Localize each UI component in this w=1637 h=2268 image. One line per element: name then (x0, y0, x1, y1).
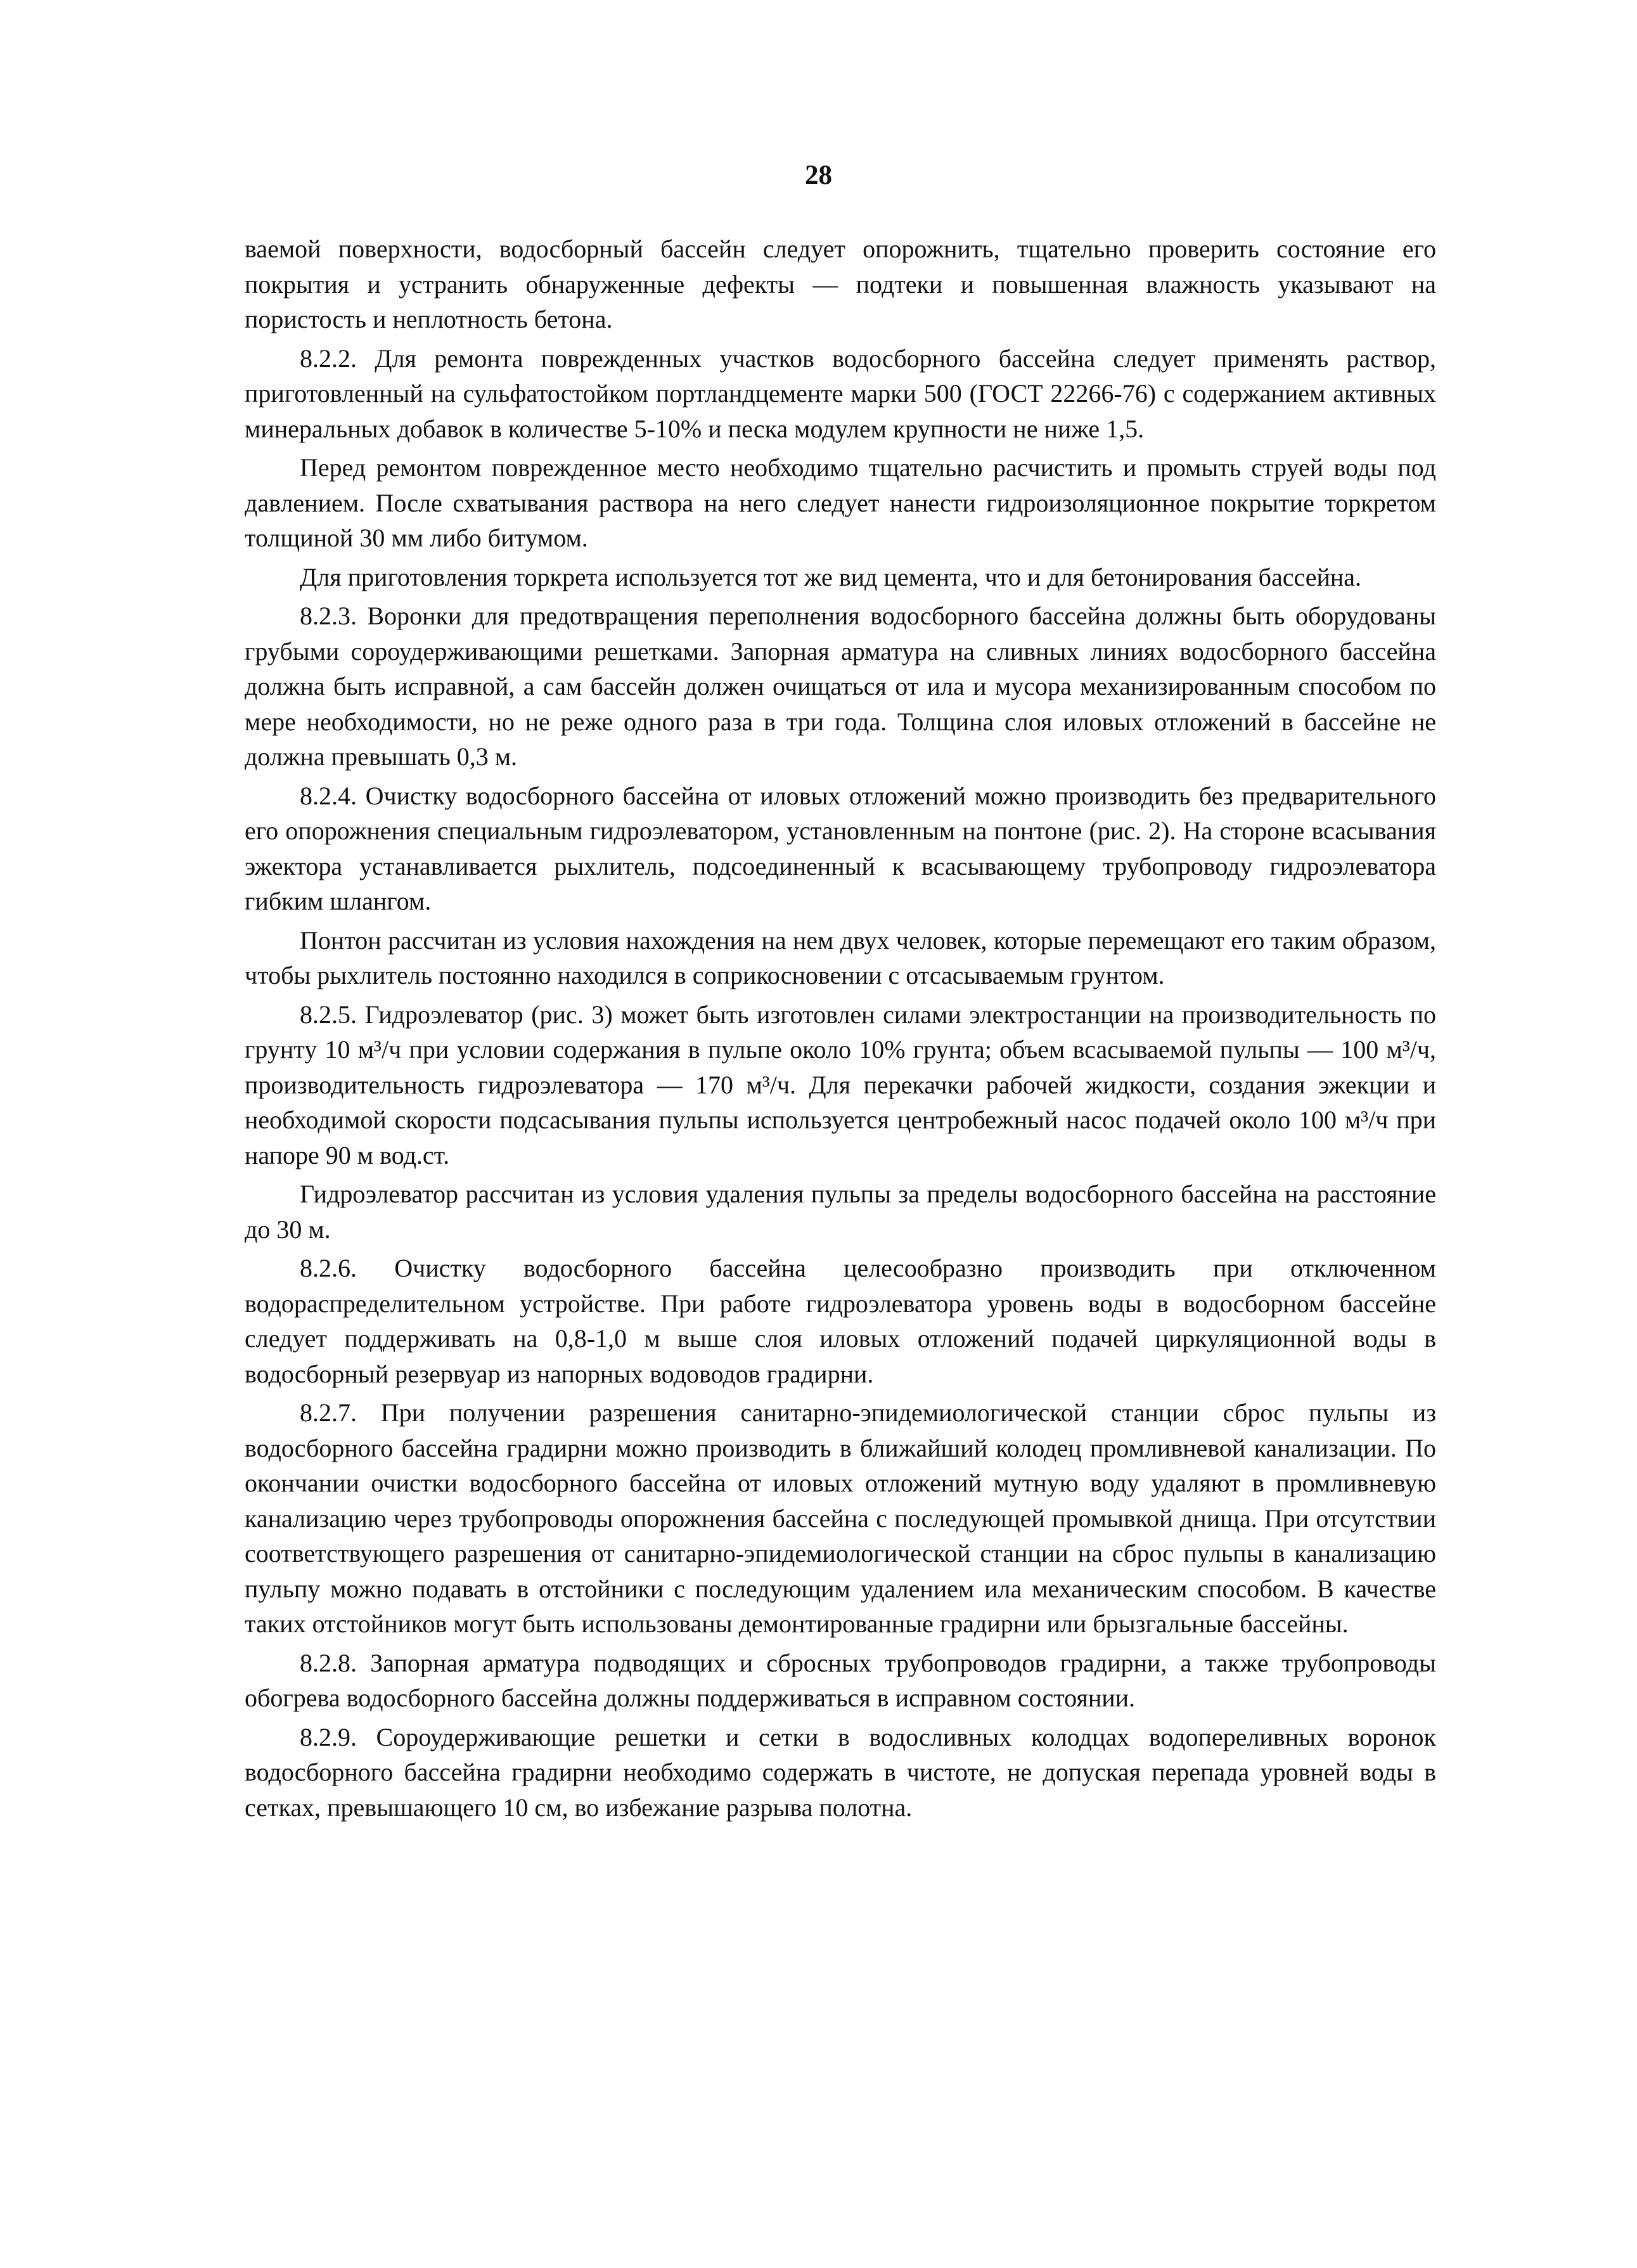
page-number: 28 (805, 160, 832, 190)
body-text (245, 231, 1436, 1829)
paragraph-8-2-7: 8.2.7. При получении разрешения санитарно-эпидемиологической станции сброс пульпы из водосборного бассейна градирни можно производить в ближайший колодец промливневой канализации. По окончании очистки водосборного бассейна от иловых отложений мутную воду удаляют в промливневую канализацию через трубопроводы опорожнения бассейна с последующей промывкой днища. При отсутствии соответствующего разрешения от санитарно-эпидемиологической станции на сброс пульпы в канализацию пульпу можно подавать в отстойники с последующим удалением ила механическим способом. В качестве таких отстойников могут быть использованы демонтированные градирни или брызгальные бассейны. (245, 1398, 1436, 1638)
paragraph-8-2-3: 8.2.3. Воронки для предотвращения переполнения водосборного бассейна должны быть оборудованы грубыми сороудерживающими решетками. Запорная арматура на сливных линиях водосборного бассейна должна быть исправной, а сам бассейн должен очищаться от ила и мусора механизированным способом по мере необходимости, но не реже одного раза в три года. Толщина слоя иловых отложений в бассейне не должна превышать 0,3 м. (245, 602, 1436, 771)
paragraph-hydroelevator-distance: Гидроэлеватор рассчитан из условия удаления пульпы за пределы водосборного бассейна на расстояние до 30 м. (245, 1180, 1436, 1244)
paragraph-repair-procedure: Перед ремонтом поврежденное место необходимо тщательно расчистить и промыть струей воды под давлением. После схватывания раствора на него следует нанести гидроизоляционное покрытие торкретом толщиной 30 мм либо битумом. (245, 453, 1436, 552)
paragraph-8-2-5: 8.2.5. Гидроэлеватор (рис. 3) может быть изготовлен силами электростанции на производительность по грунту 10 м³/ч при условии содержания в пульпе около 10% грунта; объем всасываемой пульпы — 100 м³/ч, производительность гидроэлеватора — 170 м³/ч. Для перекачки рабочей жидкости, создания эжекции и необходимой скорости подсасывания пульпы используется центробежный насос подачей около 100 м³/ч при напоре 90 м вод.ст. (245, 1000, 1436, 1169)
paragraph-torcrete-cement: Для приготовления торкрета используется тот же вид цемента, что и для бетонирования бассейна. (300, 562, 1362, 591)
paragraph-continuation: ваемой поверхности, водосборный бассейн следует опорожнить, тщательно проверить состояние его покрытия и устранить обнаруженные дефекты — подтеки и повышенная влажность указывают на пористость и неплотность бетона. (245, 235, 1436, 333)
paragraph-8-2-8: 8.2.8. Запорная арматура подводящих и сбросных трубопроводов градирни, а также трубопроводы обогрева водосборного бассейна должны поддерживаться в исправном состоянии. (245, 1648, 1436, 1712)
paragraph-8-2-9: 8.2.9. Сороудерживающие решетки и сетки в водосливных колодцах водопереливных воронок водосборного бассейна градирни необходимо содержать в чистоте, не допуская перепада уровней воды в сетках, превышающего 10 см, во избежание разрыва полотна. (245, 1722, 1436, 1822)
paragraph-8-2-2: 8.2.2. Для ремонта поврежденных участков водосборного бассейна следует применять раствор, приготовленный на сульфатостойком портландцементе марки 500 (ГОСТ 22266-76) с содержанием активных минеральных добавок в количестве 5-10% и песка модулем крупности не ниже 1,5. (245, 344, 1436, 443)
paragraph-8-2-4: 8.2.4. Очистку водосборного бассейна от иловых отложений можно производить без предварительного его опорожнения специальным гидроэлеватором, установленным на понтоне (рис. 2). На стороне всасывания эжектора устанавливается рыхлитель, подсоединенный к всасывающему трубопроводу гидроэлеватора гибким шлангом. (245, 781, 1436, 915)
paragraph-8-2-6: 8.2.6. Очистку водосборного бассейна целесообразно производить при отключенном водораспределительном устройстве. При работе гидроэлеватора уровень воды в водосборном бассейне следует поддерживать на 0,8-1,0 м выше слоя иловых отложений подачей циркуляционной воды в водосборный резервуар из напорных водоводов градирни. (245, 1254, 1436, 1388)
paragraph-pontoon: Понтон рассчитан из условия нахождения на нем двух человек, которые перемещают его таким образом, чтобы рыхлитель постоянно находился в соприкосновении с отсасываемым грунтом. (245, 925, 1436, 989)
